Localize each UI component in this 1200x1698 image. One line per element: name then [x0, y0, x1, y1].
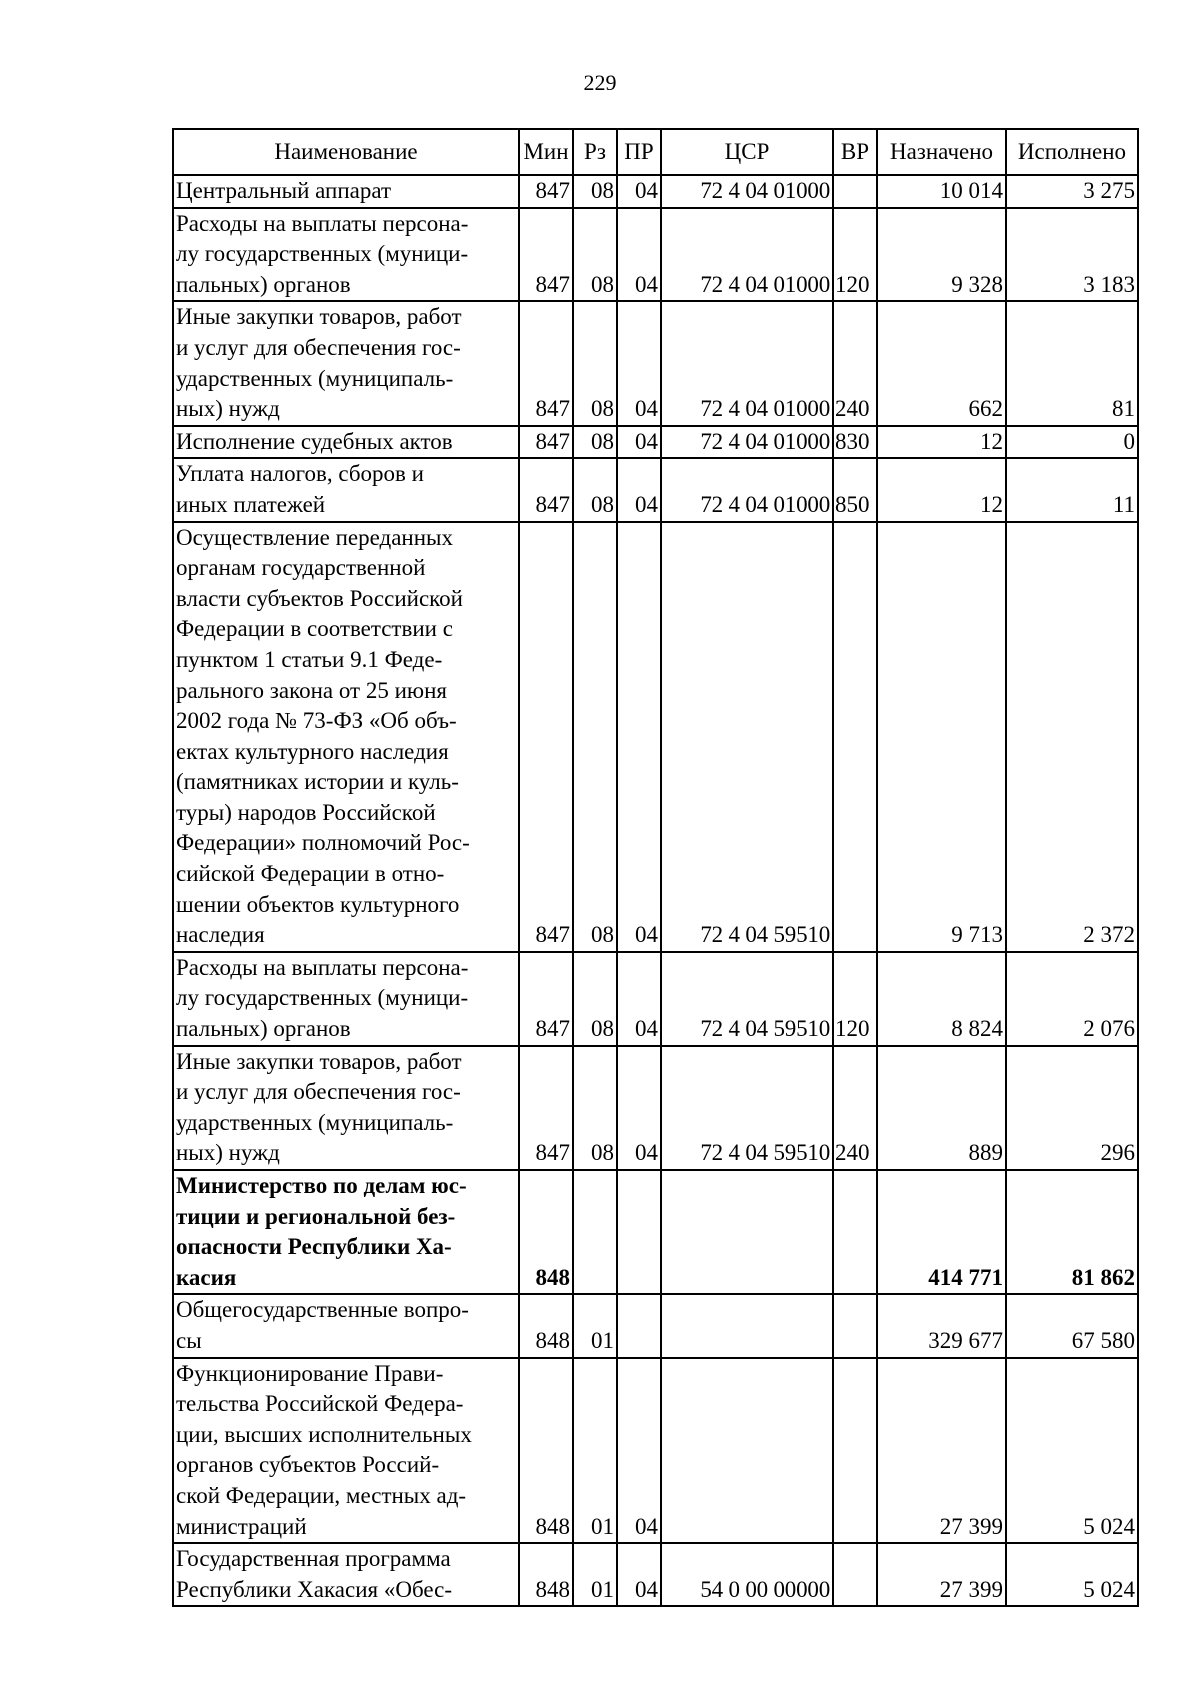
- cell-name: Исполнение судебных актов: [173, 426, 519, 459]
- cell-csr: 54 0 00 00000: [661, 1543, 833, 1606]
- cell-assigned: 889: [877, 1046, 1006, 1170]
- cell-assigned: 414 771: [877, 1170, 1006, 1294]
- cell-pr: 04: [617, 301, 661, 425]
- cell-executed: 67 580: [1006, 1294, 1138, 1357]
- table-row: [173, 1294, 1138, 1357]
- cell-name: Министерство по делам юс- тиции и региональной без- опасности Республики Ха- касия: [173, 1170, 519, 1294]
- cell-name: Функционирование Прави- тельства Российской Федера- ции, высших исполнительных органов субъектов Россий- ской Федерации, местных ад- министраций: [173, 1358, 519, 1544]
- header-name: Наименование: [173, 129, 519, 175]
- table-row: [173, 1358, 1138, 1544]
- cell-min: 848: [519, 1358, 573, 1544]
- cell-vr: 240: [833, 301, 877, 425]
- cell-pr: 04: [617, 1046, 661, 1170]
- cell-csr: 72 4 04 01000: [661, 426, 833, 459]
- cell-pr: [617, 1294, 661, 1357]
- table-row: [173, 1046, 1138, 1170]
- cell-min: 847: [519, 175, 573, 208]
- page-number: 229: [583, 70, 617, 95]
- cell-rz: 08: [573, 208, 617, 302]
- cell-vr: 850: [833, 458, 877, 521]
- cell-assigned: 12: [877, 426, 1006, 459]
- cell-vr: [833, 1170, 877, 1294]
- cell-executed: 81 862: [1006, 1170, 1138, 1294]
- cell-name: Государственная программа Республики Хакасия «Обес-: [173, 1543, 519, 1606]
- header-rz: Рз: [573, 129, 617, 175]
- cell-min: 847: [519, 426, 573, 459]
- header-min: Мин: [519, 129, 573, 175]
- cell-csr: 72 4 04 01000: [661, 301, 833, 425]
- cell-min: 848: [519, 1294, 573, 1357]
- cell-name: Иные закупки товаров, работ и услуг для обеспечения гос- ударственных (муниципаль- ных) нужд: [173, 301, 519, 425]
- cell-name: Расходы на выплаты персона- лу государственных (муници- пальных) органов: [173, 952, 519, 1046]
- cell-csr: 72 4 04 01000: [661, 208, 833, 302]
- table-row: [173, 208, 1138, 302]
- cell-executed: 2 372: [1006, 522, 1138, 952]
- cell-rz: 08: [573, 175, 617, 208]
- cell-rz: 01: [573, 1358, 617, 1544]
- cell-name: Уплата налогов, сборов и иных платежей: [173, 458, 519, 521]
- cell-vr: 830: [833, 426, 877, 459]
- cell-min: 847: [519, 208, 573, 302]
- cell-assigned: 10 014: [877, 175, 1006, 208]
- cell-assigned: 27 399: [877, 1543, 1006, 1606]
- table-row: [173, 522, 1138, 952]
- cell-pr: 04: [617, 175, 661, 208]
- cell-assigned: 9 328: [877, 208, 1006, 302]
- cell-assigned: 329 677: [877, 1294, 1006, 1357]
- cell-csr: [661, 1358, 833, 1544]
- cell-executed: 296: [1006, 1046, 1138, 1170]
- cell-min: 847: [519, 458, 573, 521]
- cell-min: 847: [519, 952, 573, 1046]
- cell-pr: 04: [617, 458, 661, 521]
- cell-pr: 04: [617, 1358, 661, 1544]
- cell-min: 848: [519, 1170, 573, 1294]
- cell-assigned: 662: [877, 301, 1006, 425]
- table-row: [173, 458, 1138, 521]
- cell-executed: 5 024: [1006, 1358, 1138, 1544]
- cell-rz: 08: [573, 952, 617, 1046]
- table-row: [173, 952, 1138, 1046]
- cell-rz: 01: [573, 1294, 617, 1357]
- cell-assigned: 8 824: [877, 952, 1006, 1046]
- cell-executed: 0: [1006, 426, 1138, 459]
- header-executed: Исполнено: [1006, 129, 1138, 175]
- cell-executed: 5 024: [1006, 1543, 1138, 1606]
- cell-csr: [661, 1170, 833, 1294]
- cell-assigned: 12: [877, 458, 1006, 521]
- table-header-row: [173, 129, 1138, 175]
- table-row: [173, 175, 1138, 208]
- cell-pr: 04: [617, 208, 661, 302]
- cell-name: Осуществление переданных органам государственной власти субъектов Российской Федерации в соответствии с пунктом 1 статьи 9.1 Феде- рального закона от 25 июня 2002 года № 73-ФЗ «Об объ- ектах культурного наследия (памятниках истории и куль- туры) народов Российской Федерации» полномочий Рос- сийской Федерации в отно- шении объектов культурного наследия: [173, 522, 519, 952]
- cell-name: Расходы на выплаты персона- лу государственных (муници- пальных) органов: [173, 208, 519, 302]
- cell-pr: 04: [617, 522, 661, 952]
- cell-name: Центральный аппарат: [173, 175, 519, 208]
- cell-vr: [833, 1358, 877, 1544]
- table-body: [173, 175, 1138, 1606]
- cell-rz: [573, 1170, 617, 1294]
- cell-vr: [833, 522, 877, 952]
- cell-csr: 72 4 04 01000: [661, 175, 833, 208]
- cell-min: 847: [519, 301, 573, 425]
- cell-vr: 120: [833, 952, 877, 1046]
- cell-csr: [661, 1294, 833, 1357]
- cell-executed: 2 076: [1006, 952, 1138, 1046]
- cell-csr: 72 4 04 01000: [661, 458, 833, 521]
- cell-csr: 72 4 04 59510: [661, 952, 833, 1046]
- cell-executed: 3 275: [1006, 175, 1138, 208]
- cell-vr: 240: [833, 1046, 877, 1170]
- header-assigned: Назначено: [877, 129, 1006, 175]
- cell-pr: [617, 1170, 661, 1294]
- table-row: [173, 426, 1138, 459]
- cell-executed: 81: [1006, 301, 1138, 425]
- table-row: [173, 1170, 1138, 1294]
- cell-min: 848: [519, 1543, 573, 1606]
- cell-csr: 72 4 04 59510: [661, 522, 833, 952]
- cell-vr: [833, 1543, 877, 1606]
- table-row: [173, 1543, 1138, 1606]
- cell-rz: 01: [573, 1543, 617, 1606]
- cell-pr: 04: [617, 952, 661, 1046]
- cell-name: Иные закупки товаров, работ и услуг для обеспечения гос- ударственных (муниципаль- ных) нужд: [173, 1046, 519, 1170]
- header-pr: ПР: [617, 129, 661, 175]
- cell-rz: 08: [573, 522, 617, 952]
- cell-min: 847: [519, 522, 573, 952]
- cell-pr: 04: [617, 426, 661, 459]
- cell-vr: [833, 175, 877, 208]
- cell-name: Общегосударственные вопро- сы: [173, 1294, 519, 1357]
- cell-assigned: 27 399: [877, 1358, 1006, 1544]
- cell-vr: [833, 1294, 877, 1357]
- cell-rz: 08: [573, 301, 617, 425]
- header-vr: ВР: [833, 129, 877, 175]
- cell-executed: 3 183: [1006, 208, 1138, 302]
- cell-assigned: 9 713: [877, 522, 1006, 952]
- cell-rz: 08: [573, 426, 617, 459]
- cell-executed: 11: [1006, 458, 1138, 521]
- cell-rz: 08: [573, 1046, 617, 1170]
- cell-csr: 72 4 04 59510: [661, 1046, 833, 1170]
- cell-rz: 08: [573, 458, 617, 521]
- cell-min: 847: [519, 1046, 573, 1170]
- budget-table: [172, 128, 1139, 1607]
- cell-pr: 04: [617, 1543, 661, 1606]
- table-row: [173, 301, 1138, 425]
- header-csr: ЦСР: [661, 129, 833, 175]
- cell-vr: 120: [833, 208, 877, 302]
